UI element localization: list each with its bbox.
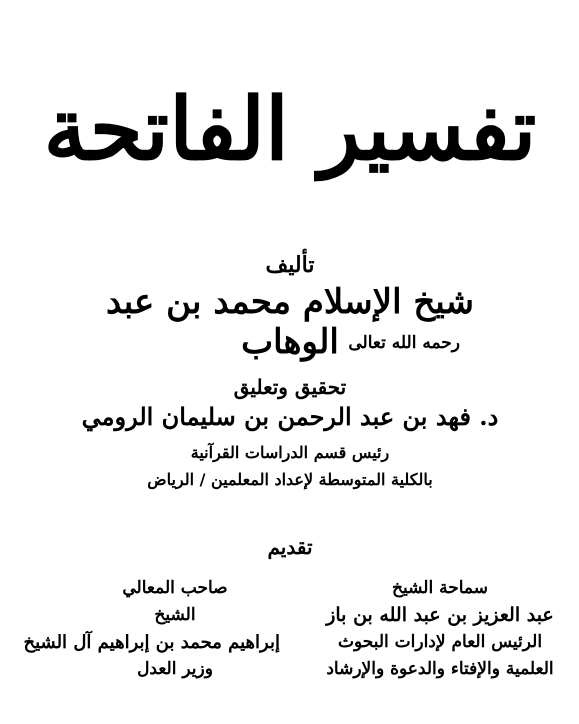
authored-by-label: تأليف <box>265 252 315 278</box>
editor-title-line2: بالكلية المتوسطة لإعداد المعلمين / الرياض <box>147 470 433 489</box>
editing-label: تحقيق وتعليق <box>233 375 347 399</box>
foreword-right-position-line1: الرئيس العام لإدارات البحوث <box>337 632 543 652</box>
foreword-right-column <box>315 575 565 683</box>
foreword-left-column <box>23 575 280 683</box>
author-blessing: رحمه الله تعالى <box>348 333 460 353</box>
foreword-left-title: الشيخ <box>154 605 196 625</box>
foreword-label: تقديم <box>267 535 313 559</box>
foreword-right-honorific: سماحة الشيخ <box>392 578 488 598</box>
editor-name: د. فهد بن عبد الرحمن بن سليمان الرومي <box>81 402 499 431</box>
foreword-left-honorific: صاحب المعالي <box>122 578 228 598</box>
editor-title-line1: رئيس قسم الدراسات القرآنية <box>190 443 390 462</box>
author-name: شيخ الإسلام محمد بن عبد الوهاب <box>105 282 475 362</box>
foreword-left-name: إبراهيم محمد بن إبراهيم آل الشيخ <box>23 632 280 653</box>
foreword-right-position-line2: العلمية والإفتاء والدعوة والإرشاد <box>326 659 554 679</box>
foreword-left-position: وزير العدل <box>137 659 213 679</box>
book-title: تفسير الفاتحة <box>43 79 537 180</box>
foreword-right-name: عبد العزيز بن عبد الله بن باز <box>326 604 554 626</box>
